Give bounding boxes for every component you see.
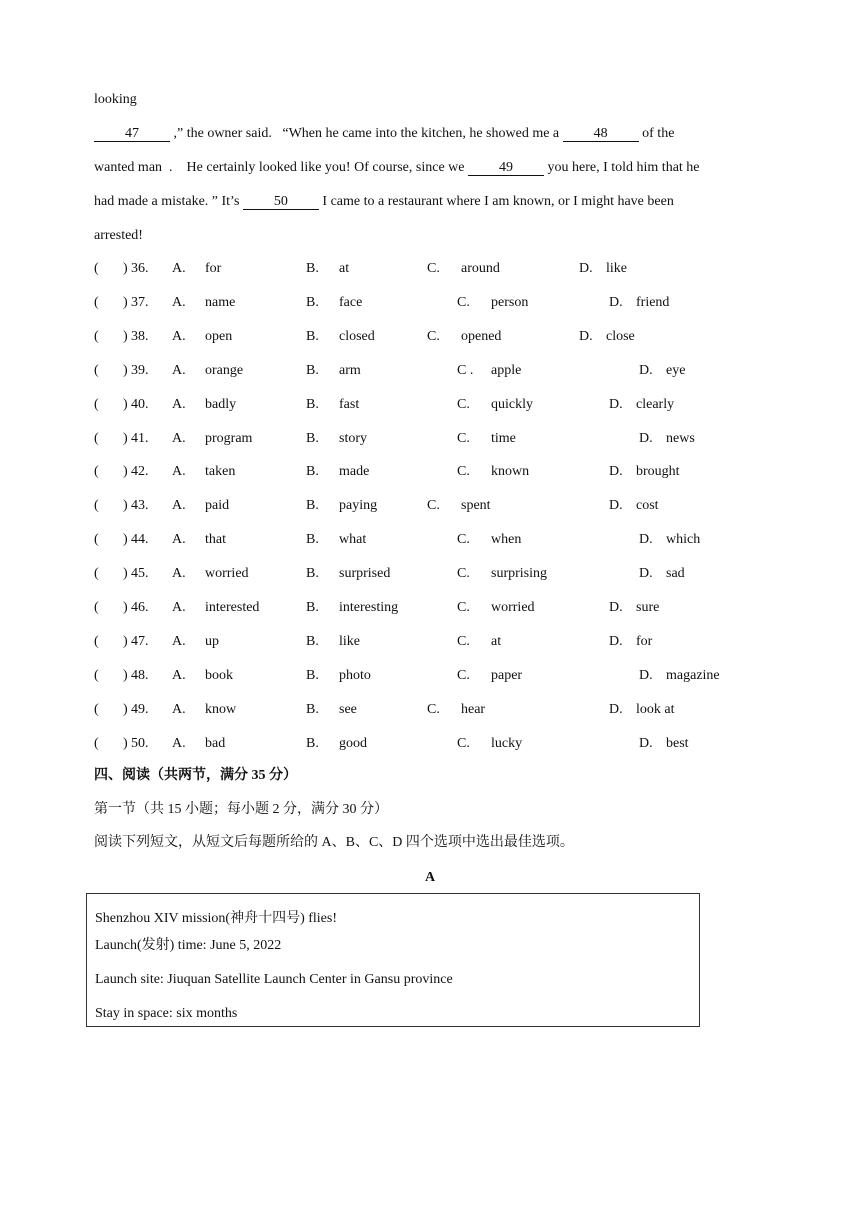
question-paren-open: ( [94,600,99,615]
option-b-letter: B. [306,430,319,446]
option-b-letter: B. [306,532,319,548]
option-a-letter: A. [172,294,186,310]
option-b-text: face [339,294,363,310]
option-c-text: quickly [491,396,533,412]
question-number: 44. [131,532,149,548]
option-c-letter: C. [427,701,440,717]
info-line-mission: Shenzhou XIV mission(神舟十四号) flies! [95,911,337,926]
option-a-text: up [205,633,219,649]
option-d-text: sad [666,566,685,582]
question-row [0,633,860,651]
question-number: 41. [131,430,149,446]
option-b-letter: B. [306,294,319,310]
option-d-text: for [636,633,653,649]
info-box [86,893,700,1027]
option-d-letter: D. [609,294,623,310]
option-d-letter: D. [609,701,623,717]
option-b-letter: B. [306,735,319,751]
option-a-text: worried [205,566,249,582]
passage-text: you here, I told him that he [544,160,700,175]
option-c-text: time [491,430,516,446]
option-d-letter: D. [609,633,623,649]
option-c-letter: C. [427,328,440,344]
question-number: 40. [131,396,149,412]
question-number: 49. [131,701,149,717]
option-d-text: friend [636,294,670,310]
blank-49: 49 [468,160,544,176]
question-row [0,497,860,515]
question-number: 45. [131,566,149,582]
question-paren-close: ) [123,701,128,717]
question-paren-close: ) [123,464,128,480]
section-heading: 四、阅读（共两节，满分 35 分） [94,768,297,783]
option-d-letter: D. [579,328,593,344]
option-c-text: apple [491,362,522,378]
question-paren-open: ( [94,532,99,548]
option-b-text: interesting [339,600,399,615]
option-d-text: close [606,328,635,344]
question-row [0,294,860,312]
option-a-text: for [205,261,222,276]
option-c-text: person [491,294,529,310]
passage-text: of the [638,126,675,141]
blank-48: 48 [563,126,639,142]
option-c-letter: C. [457,396,470,412]
passage-line-3 [94,159,700,177]
option-c-letter: C. [427,498,440,514]
question-paren-close: ) [123,566,128,582]
question-paren-close: ) [123,430,128,446]
question-number: 50. [131,735,149,751]
question-paren-open: ( [94,498,99,514]
option-a-letter: A. [172,396,186,412]
option-b-text: like [339,633,360,649]
option-c-text: opened [461,328,502,344]
passage-text: had made a mistake. ” It’s [94,194,243,209]
option-d-letter: D. [639,362,653,378]
option-b-text: fast [339,396,360,412]
option-b-text: good [339,735,367,751]
option-a-letter: A. [172,464,186,480]
option-d-letter: D. [609,464,623,480]
question-paren-open: ( [94,294,99,310]
option-d-letter: D. [609,396,623,412]
option-a-letter: A. [172,667,186,683]
option-a-text: name [205,294,236,310]
question-paren-open: ( [94,328,99,344]
question-number: 37. [131,294,149,310]
question-paren-close: ) [123,328,128,344]
question-paren-close: ) [123,633,128,649]
option-c-text: known [491,464,530,480]
option-a-letter: A. [172,532,186,548]
option-c-text: lucky [491,735,523,751]
option-d-text: magazine [666,667,720,683]
question-paren-close: ) [123,261,128,276]
question-number: 42. [131,464,149,480]
option-d-letter: D. [609,600,623,615]
question-paren-open: ( [94,735,99,751]
option-a-letter: A. [172,430,186,446]
option-a-letter: A. [172,498,186,514]
passage-text: ,” the owner said. “When he came into the kitchen, he showed me a [170,126,563,141]
option-d-letter: D. [579,261,593,276]
question-paren-open: ( [94,362,99,378]
question-row [0,735,860,753]
question-number: 38. [131,328,149,344]
option-d-text: eye [666,362,686,378]
option-c-letter: C. [457,667,470,683]
option-c-text: worried [491,600,535,615]
option-d-text: like [606,261,627,276]
option-a-text: interested [205,600,260,615]
option-d-text: cost [636,498,659,514]
option-a-text: book [205,667,233,683]
option-b-text: surprised [339,566,391,582]
option-d-letter: D. [639,566,653,582]
option-b-text: photo [339,667,371,683]
option-a-text: paid [205,498,230,514]
option-a-letter: A. [172,735,186,751]
question-paren-open: ( [94,701,99,717]
option-a-letter: A. [172,362,186,378]
question-number: 47. [131,633,149,649]
option-a-text: program [205,430,253,446]
question-number: 43. [131,498,149,514]
question-paren-close: ) [123,600,128,615]
question-number: 46. [131,600,149,615]
option-b-text: see [339,701,357,717]
option-b-text: at [339,261,350,276]
option-b-letter: B. [306,600,319,615]
option-c-letter: C. [457,294,470,310]
question-row [0,599,860,617]
question-number: 39. [131,362,149,378]
option-a-text: orange [205,362,244,378]
option-c-letter: C. [457,566,470,582]
option-b-text: story [339,430,367,446]
option-b-letter: B. [306,396,319,412]
option-a-text: bad [205,735,226,751]
passage-text: wanted man . He certainly looked like you! Of course, since we [94,160,468,175]
option-a-letter: A. [172,261,186,276]
option-c-text: when [491,532,522,548]
option-c-text: hear [461,701,486,717]
option-a-text: badly [205,396,237,412]
option-c-letter: C. [457,430,470,446]
option-b-letter: B. [306,261,319,276]
option-b-letter: B. [306,498,319,514]
question-paren-close: ) [123,294,128,310]
option-d-letter: D. [639,667,653,683]
option-b-text: arm [339,362,361,378]
option-c-letter: C. [457,633,470,649]
question-paren-close: ) [123,667,128,683]
option-b-letter: B. [306,464,319,480]
option-b-letter: B. [306,328,319,344]
option-d-text: which [666,532,701,548]
question-row [0,531,860,549]
option-b-text: made [339,464,370,480]
option-d-letter: D. [609,498,623,514]
question-paren-open: ( [94,633,99,649]
option-c-letter: C . [457,362,474,378]
question-paren-open: ( [94,667,99,683]
question-row [0,362,860,380]
option-c-letter: C. [457,600,470,615]
question-paren-open: ( [94,430,99,446]
option-c-text: at [491,633,502,649]
question-number: 36. [131,261,149,276]
option-b-text: closed [339,328,375,344]
option-c-text: spent [461,498,491,514]
option-d-text: best [666,735,689,751]
question-paren-close: ) [123,362,128,378]
option-b-letter: B. [306,633,319,649]
question-paren-open: ( [94,396,99,412]
option-d-text: news [666,430,695,446]
option-a-text: taken [205,464,236,480]
info-line-launch-time: Launch(发射) time: June 5, 2022 [95,938,282,953]
option-c-text: surprising [491,566,547,582]
option-b-letter: B. [306,701,319,717]
option-c-text: around [461,261,500,276]
option-a-text: open [205,328,233,344]
option-d-letter: D. [639,430,653,446]
info-line-stay: Stay in space: six months [95,1006,238,1021]
question-paren-open: ( [94,261,99,276]
option-c-text: paper [491,667,523,683]
option-a-letter: A. [172,701,186,717]
option-c-letter: C. [457,735,470,751]
question-row [0,463,860,481]
option-d-letter: D. [639,532,653,548]
question-paren-close: ) [123,735,128,751]
question-row [0,701,860,719]
section-subheading: 第一节（共 15 小题；每小题 2 分，满分 30 分） [94,802,388,817]
option-d-text: clearly [636,396,675,412]
option-d-text: brought [636,464,680,480]
passage-line-2 [94,125,674,143]
option-a-text: that [205,532,226,548]
option-c-letter: C. [457,464,470,480]
option-d-letter: D. [639,735,653,751]
question-row [0,565,860,583]
section-instruction: 阅读下列短文，从短文后每题所给的 A、B、C、D 四个选项中选出最佳选项。 [94,835,574,850]
question-row [0,260,860,278]
question-row [0,328,860,346]
option-b-letter: B. [306,667,319,683]
option-a-letter: A. [172,566,186,582]
option-b-letter: B. [306,566,319,582]
question-paren-open: ( [94,464,99,480]
question-row [0,667,860,685]
option-b-letter: B. [306,362,319,378]
option-b-text: what [339,532,367,548]
option-b-text: paying [339,498,378,514]
passage-line-5: arrested! [94,228,143,243]
option-d-text: sure [636,600,660,615]
question-number: 48. [131,667,149,683]
option-c-letter: C. [457,532,470,548]
question-row [0,396,860,414]
question-paren-close: ) [123,498,128,514]
blank-47: 47 [94,126,170,142]
question-paren-open: ( [94,566,99,582]
option-a-letter: A. [172,328,186,344]
passage-line-1: looking [94,92,137,107]
question-paren-close: ) [123,532,128,548]
option-a-letter: A. [172,600,186,615]
question-row [0,430,860,448]
option-d-text: look at [636,701,675,717]
passage-label: A [424,870,436,885]
blank-50: 50 [243,194,319,210]
passage-text: I came to a restaurant where I am known, or I might have been [318,194,674,209]
option-a-text: know [205,701,237,717]
option-a-letter: A. [172,633,186,649]
question-paren-close: ) [123,396,128,412]
passage-line-4 [94,193,674,211]
option-c-letter: C. [427,261,440,276]
info-line-launch-site: Launch site: Jiuquan Satellite Launch Center in Gansu province [95,972,453,987]
